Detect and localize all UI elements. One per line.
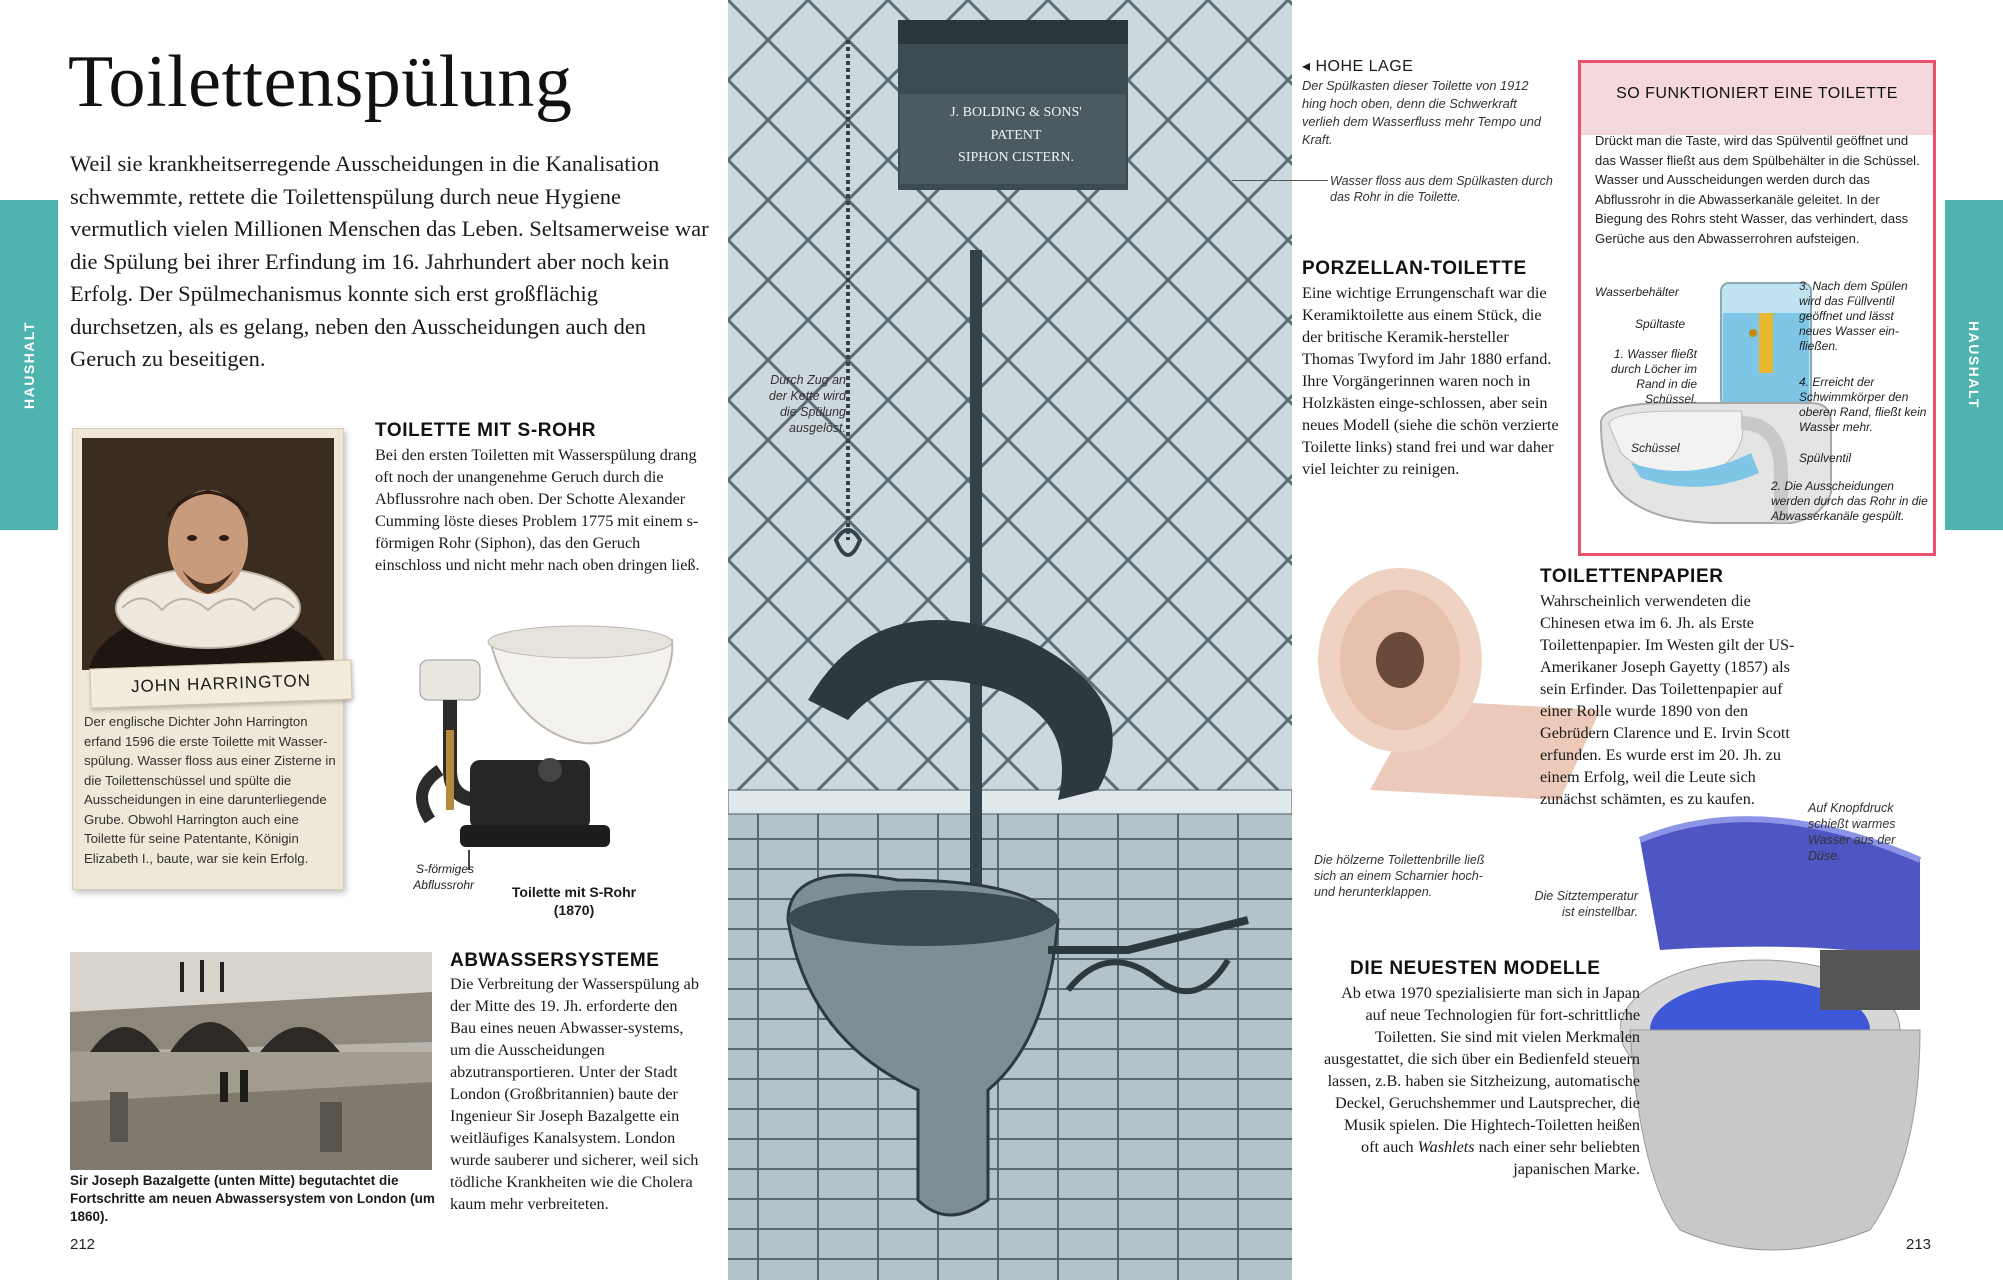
how-toilet-works-box [1578, 60, 1936, 556]
cistern-leader-line [1232, 180, 1328, 181]
side-tab-left [0, 200, 58, 530]
neueste-heading: DIE NEUESTEN MODELLE [1350, 958, 1601, 979]
s-rohr-caption-1: Toilette mit S-Rohr [511, 884, 637, 900]
seat-note: Die hölzerne Toilettenbrille ließ sich an einem Scharnier hoch- und herunterklappen. [1314, 853, 1485, 899]
porzellan-text: Eine wichtige Errungenschaft war die Keramiktoilette aus einem Stück, die der britische Keramik-hersteller Thomas Twyford im Jahr 1880 erfand. Ihre Vorgängerinnen waren noch in Holzkästen einge-schlossen, aber sein neues Modell (siehe die schön verzierte Toilette links) stand frei und war daher viel leichter zu reinigen. [1302, 284, 1559, 478]
label-step3: 3. Nach dem Spülen wird das Füllventil geöffnet und lässt neues Wasser ein-fließen. [1799, 279, 1908, 353]
intro-paragraph: Weil sie krankheitserregende Ausscheidungen in die Kanalisation schwemmte, rettete die Toilettenspülung durch neue Hygiene vermutlich vielen Millionen Menschen das Leben. Seltsamerweise war die Spülung bei ihrer Erfindung im 16. Jahrhundert aber noch kein Erfolg. Der Spülmechanismus konnte sich erst großflächig durchsetzen, als es gelang, neben den Ausscheidungen auch den Geruch zu beseitigen. [70, 151, 709, 371]
cistern-toilet-engraving [728, 0, 1292, 1280]
cistern-plate-line1: J. BOLDING & SONS' [950, 105, 1082, 120]
harrington-text: Der englische Dichter John Harrington erfand 1596 die erste Toilette mit Wasser-spülung. Wasser floss aus einer Zisterne in die Toilettenschüssel und spülte die Ausscheidungen in eine darunterliegende Grube. Obwohl Harrington auch eine Toilette für seine Patentante, Königin Elizabeth I., baute, war sie kein Erfolg. [84, 714, 336, 866]
howto-title: SO FUNKTIONIERT EINE TOILETTE [1616, 85, 1898, 102]
side-tab-label: HAUSHALT [1966, 321, 1982, 409]
cistern-note: Wasser floss aus dem Spülkasten durch das Rohr in die Toilette. [1330, 174, 1553, 204]
s-rohr-heading: TOILETTE MIT S-ROHR [375, 420, 597, 441]
label-spuelventil: Spülventil [1799, 451, 1852, 465]
abwasser-heading: ABWASSERSYSTEME [450, 950, 660, 971]
side-tab-label: HAUSHALT [21, 321, 37, 409]
cistern-plate-line2: PATENT [990, 128, 1042, 143]
nozzle-note: Auf Knopfdruck schießt warmes Wasser aus der Düse. [1808, 801, 1896, 863]
page-title: Toilettenspülung [68, 41, 573, 123]
hohe-lage-heading: ◂ HOHE LAGE [1302, 58, 1414, 75]
howto-text: Drückt man die Taste, wird das Spülventil geöffnet und das Wasser fließt aus dem Spülbehälter in die Schüssel. Wasser und Ausscheidungen werden durch das Abflussrohr in die Abwasserkanäle geleitet. In der Biegung des Rohrs steht Wasser, das verhindert, dass Gerüche aus den Abwasserrohren aufsteigen. [1595, 133, 1920, 246]
modern-washlet-image [1620, 800, 1930, 1270]
page-number-left: 212 [70, 1236, 96, 1253]
label-spueltaste: Spültaste [1635, 317, 1686, 331]
neueste-text-a: Ab etwa 1970 spezialisierte man sich in Japan auf neue Technologien für fort-schrittliche Toiletten. Sie sind mit vielen Merkmalen ausgestattet, die sich über ein Bedienfeld steuern lassen, z.B. haben sie Sitzheizung, automatische Deckel, Geruchshemmer und Lautsprecher, die Musik spielen. Die Hightech-Toiletten heißen oft auch [1324, 984, 1640, 1156]
neueste-text-b: nach einer sehr beliebten japanischen Marke. [1474, 1138, 1640, 1178]
label-wasserbehaelter: Wasserbehälter [1595, 285, 1679, 299]
s-rohr-caption-2: (1870) [553, 902, 595, 918]
papier-heading: TOILETTENPAPIER [1540, 566, 1724, 587]
label-step1: 1. Wasser fließt durch Löcher im Rand in die Schüssel. [1610, 347, 1697, 406]
label-schuessel: Schüssel [1631, 441, 1680, 455]
hohe-lage-text: Der Spülkasten dieser Toilette von 1912 hing hoch oben, denn die Schwerkraft verlieh dem Wasserfluss mehr Tempo und Kraft. [1302, 78, 1541, 147]
label-step2: 2. Die Ausscheidungen werden durch das Rohr in die Abwasserkanäle gespült. [1771, 479, 1928, 523]
side-tab-right [1945, 200, 2003, 530]
s-rohr-pipe-label-2: Abflussrohr [413, 878, 474, 892]
label-step4: 4. Erreicht der Schwimmkörper den oberen Rand, fließt kein Wasser mehr. [1799, 375, 1927, 434]
harrington-portrait [82, 438, 334, 670]
papier-text: Wahrscheinlich verwendeten die Chinesen etwa im 6. Jh. als Erste Toilettenpapier. Im Westen gilt der US-Amerikaner Joseph Gayetty (1857) als sein Erfinder. Das Toilettenpapier auf einer Rolle wurde 1890 von den Gebrüdern Clarence und E. Irvin Scott erfunden. Es wurde erst im 20. Jh. zu einem Erfolg, weil die Leute sich zunächst schämten, es zu kaufen. [1540, 592, 1795, 808]
neueste-text-em: Washlets [1417, 1138, 1475, 1156]
cistern-plate-line3: SIPHON CISTERN. [958, 150, 1074, 165]
sewer-photo [70, 952, 432, 1170]
s-rohr-text: Bei den ersten Toiletten mit Wasserspülung drang oft noch der unangenehme Geruch durch die Abflussrohre nach oben. Der Schotte Alexander Cumming löste dieses Problem 1775 mit einem s-förmigen Rohr (Siphon), das den Geruch einschloss und nicht mehr nach oben dringen ließ. [375, 446, 700, 574]
s-rohr-toilet-image [380, 620, 680, 860]
neueste-text [1322, 982, 1640, 1180]
sewer-caption: Sir Joseph Bazalgette (unten Mitte) begutachtet die Fortschritte am neuen Abwassersystem von London (um 1860). [70, 1173, 435, 1224]
page-number-right: 213 [1906, 1236, 1932, 1253]
harrington-label: JOHN HARRINGTON [89, 659, 352, 708]
abwasser-text: Die Verbreitung der Wasserspülung ab der Mitte des 19. Jh. erforderte den Bau eines neuen Abwasser-systems, um die Ausscheidungen abzutransportieren. Unter der Stadt London (Großbritannien) baute der Ingenieur Sir Joseph Bazalgette ein weitläufiges Kanalsystem. London wurde sauberer und sicherer, weil sich tödliche Krankheiten wie die Cholera kaum mehr verbreiteten. [450, 975, 699, 1213]
porzellan-heading: PORZELLAN-TOILETTE [1302, 258, 1527, 279]
seat-temp-note: Die Sitztemperatur ist einstellbar. [1534, 889, 1638, 919]
chain-note: Durch Zug an der Kette wird die Spülung ausgelöst. [768, 373, 846, 435]
s-rohr-pipe-label-1: S-förmiges [415, 862, 474, 876]
